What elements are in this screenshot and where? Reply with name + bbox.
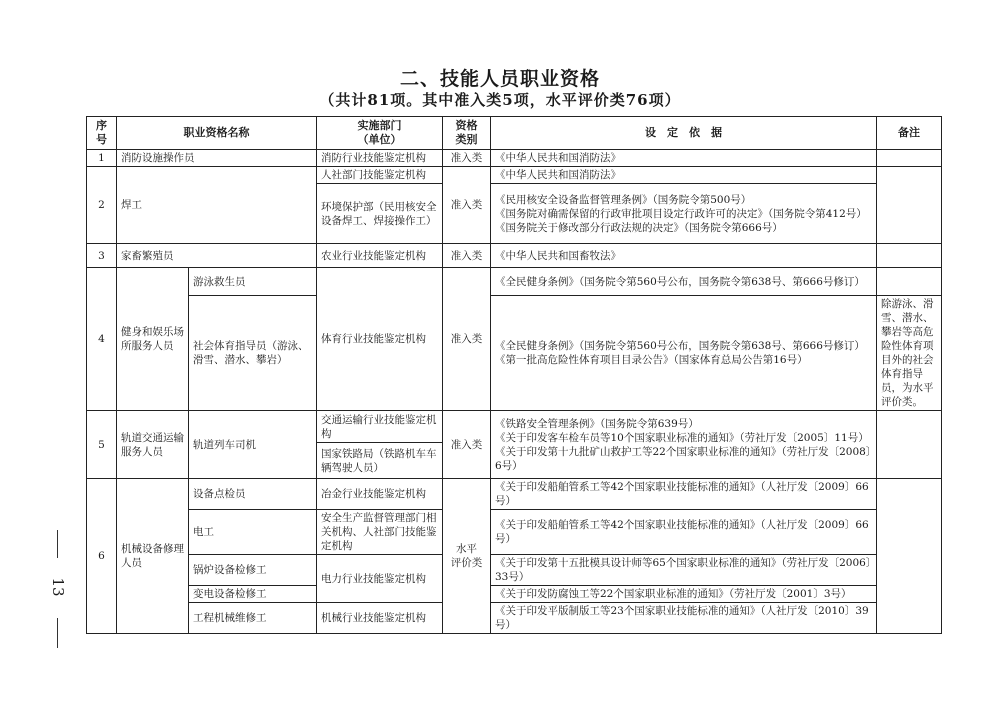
row-subname: 变电设备检修工	[189, 586, 317, 603]
header-name: 职业资格名称	[117, 117, 317, 150]
table-row	[87, 510, 942, 555]
basis-line: 《关于印发第十九批矿山救护工等22个国家职业标准的通知》（劳社厅发〔2008〕6号）	[495, 445, 872, 472]
row-basis: 《关于印发船舶管系工等42个国家职业技能标准的通知》（人社厅发〔2009〕66号）	[491, 479, 877, 510]
row-dept: 安全生产监督管理部门相关机构、人社部门技能鉴定机构	[317, 510, 443, 555]
row-dept: 冶金行业技能鉴定机构	[317, 479, 443, 510]
table-row	[87, 150, 942, 167]
row-dept: 电力行业技能鉴定机构	[317, 555, 443, 603]
table-row	[87, 244, 942, 268]
row-no: 4	[87, 268, 117, 411]
row-dept: 人社部门技能鉴定机构	[317, 167, 443, 184]
table-row	[87, 479, 942, 510]
row-no: 5	[87, 411, 117, 479]
row-remark	[877, 167, 942, 244]
row-name: 焊工	[117, 167, 317, 244]
header-basis: 设 定 依 据	[491, 117, 877, 150]
row-basis: 《中华人民共和国消防法》	[491, 167, 877, 184]
row-type: 水平 评价类	[443, 479, 491, 634]
qualification-table	[86, 116, 942, 634]
table-row	[87, 296, 942, 411]
row-subname: 设备点检员	[189, 479, 317, 510]
row-name: 健身和娱乐场所服务人员	[117, 268, 189, 411]
table-row	[87, 268, 942, 296]
row-subname: 电工	[189, 510, 317, 555]
row-remark	[877, 268, 942, 296]
row-remark	[877, 150, 942, 167]
row-type: 准入类	[443, 150, 491, 167]
row-name: 消防设施操作员	[117, 150, 317, 167]
header-no: 序号	[87, 117, 117, 150]
row-basis: 《关于印发船舶管系工等42个国家职业技能标准的通知》（人社厅发〔2009〕66号）	[491, 510, 877, 555]
page-number-marker	[44, 530, 72, 650]
basis-line: 《全民健身条例》（国务院令第560号公布，国务院令第638号、第666号修订）	[495, 340, 865, 352]
row-basis: 《关于印发防腐蚀工等22个国家职业标准的通知》（劳社厅发〔2001〕3号）	[491, 586, 877, 603]
basis-line: 《铁路安全管理条例》（国务院令第639号）	[495, 417, 699, 430]
row-basis: 《全民健身条例》（国务院令第560号公布，国务院令第638号、第666号修订）	[491, 268, 877, 296]
row-remark	[877, 411, 942, 479]
row-basis	[491, 296, 877, 411]
row-dept: 体育行业技能鉴定机构	[317, 268, 443, 411]
table-row	[87, 555, 942, 586]
row-basis: 《中华人民共和国消防法》	[491, 150, 877, 167]
row-basis	[491, 184, 877, 244]
header-remark: 备注	[877, 117, 942, 150]
row-no: 6	[87, 479, 117, 634]
row-name: 家畜繁殖员	[117, 244, 317, 268]
table-row	[87, 603, 942, 634]
basis-line: 《民用核安全设备监督管理条例》（国务院令第500号）	[495, 193, 752, 206]
row-dept: 环境保护部（民用核安全设备焊工、焊接操作工）	[317, 184, 443, 244]
table-row	[87, 586, 942, 603]
basis-line: 《第一批高危险性体育项目目录公告》（国家体育总局公告第16号）	[495, 354, 808, 366]
row-dept: 国家铁路局（铁路机车车辆驾驶人员）	[317, 443, 443, 479]
row-name: 轨道交通运输服务人员	[117, 411, 189, 479]
row-no: 2	[87, 167, 117, 244]
row-remark	[877, 244, 942, 268]
row-dept: 交通运输行业技能鉴定机构	[317, 411, 443, 443]
row-dept: 机械行业技能鉴定机构	[317, 603, 443, 634]
row-no: 3	[87, 244, 117, 268]
row-type: 准入类	[443, 244, 491, 268]
table-header-row	[87, 117, 942, 150]
row-no: 1	[87, 150, 117, 167]
row-basis: 《关于印发第十五批模具设计师等65个国家职业标准的通知》（劳社厅发〔2006〕33号）	[491, 555, 877, 586]
page-number-dash	[57, 618, 58, 648]
table-row	[87, 167, 942, 184]
row-basis: 《中华人民共和国畜牧法》	[491, 244, 877, 268]
row-subname: 工程机械维修工	[189, 603, 317, 634]
row-basis	[491, 411, 877, 479]
basis-line: 《国务院关于修改部分行政法规的决定》（国务院令第666号）	[495, 221, 783, 234]
row-name: 机械设备修理人员	[117, 479, 189, 634]
row-dept: 消防行业技能鉴定机构	[317, 150, 443, 167]
row-type: 准入类	[443, 411, 491, 479]
table-row	[87, 411, 942, 443]
row-subname: 社会体育指导员（游泳、滑雪、潜水、攀岩）	[189, 296, 317, 411]
row-subname: 锅炉设备检修工	[189, 555, 317, 586]
header-type: 资格 类别	[443, 117, 491, 150]
row-basis: 《关于印发平版制版工等23个国家职业技能标准的通知》（人社厅发〔2010〕39号）	[491, 603, 877, 634]
row-subname: 轨道列车司机	[189, 411, 317, 479]
row-dept: 农业行业技能鉴定机构	[317, 244, 443, 268]
header-dept: 实施部门 （单位）	[317, 117, 443, 150]
row-remark: 除游泳、滑雪、潜水、攀岩等高危险性体育项目外的社会体育指导员，为水平评价类。	[877, 296, 942, 411]
page-title: 二、技能人员职业资格	[399, 68, 600, 90]
row-type: 准入类	[443, 167, 491, 244]
row-type: 准入类	[443, 268, 491, 411]
page-subtitle: （共计81项。其中准入类5项，水平评价类76项）	[319, 91, 681, 109]
row-subname: 游泳救生员	[189, 268, 317, 296]
basis-line: 《关于印发客车检车员等10个国家职业标准的通知》（劳社厅发〔2005〕11号）	[495, 431, 869, 444]
page-number-dash	[57, 530, 58, 558]
page-number: 13	[49, 577, 67, 597]
basis-line: 《国务院对确需保留的行政审批项目设定行政许可的决定》（国务院令第412号）	[495, 207, 867, 220]
row-remark	[877, 479, 942, 634]
